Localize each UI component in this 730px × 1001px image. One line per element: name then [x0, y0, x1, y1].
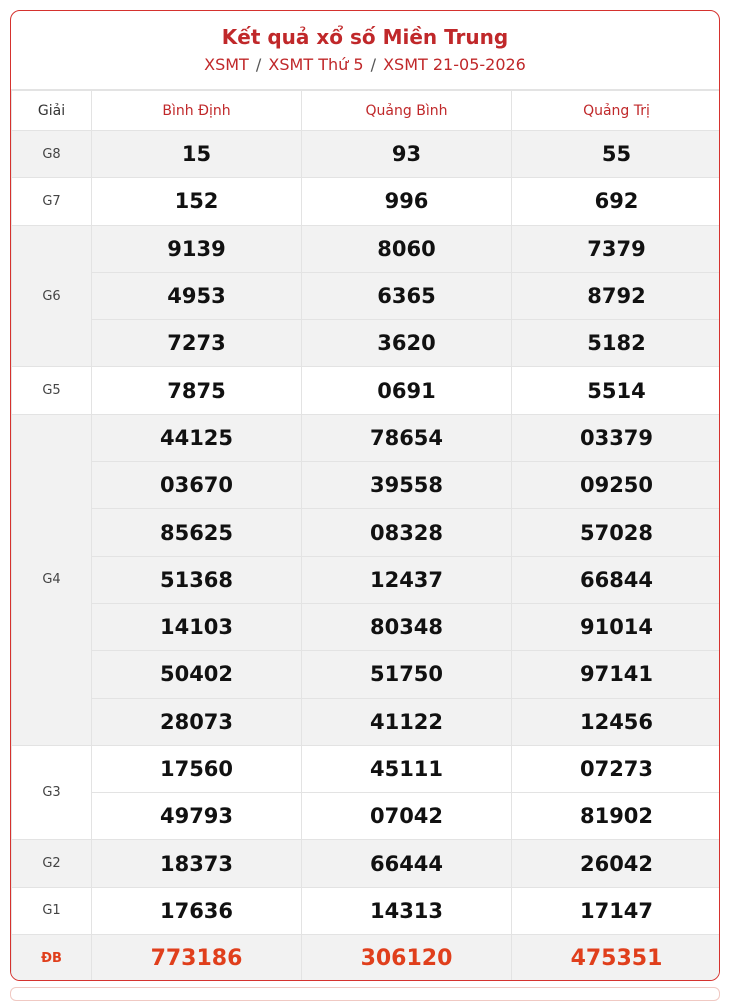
prize-number: 152 [92, 178, 302, 225]
prize-number: 08328 [302, 509, 512, 556]
table-row [12, 225, 721, 272]
prize-label: G1 [12, 887, 92, 934]
table-row [12, 603, 721, 650]
prize-number: 996 [302, 178, 512, 225]
prize-number: 12456 [512, 698, 721, 745]
prize-label: G7 [12, 178, 92, 225]
results-table [11, 90, 720, 981]
prize-number: 28073 [92, 698, 302, 745]
prize-number: 50402 [92, 651, 302, 698]
prize-number: 475351 [512, 935, 721, 981]
prize-number: 5182 [512, 320, 721, 367]
prize-number: 7273 [92, 320, 302, 367]
prize-number: 6365 [302, 272, 512, 319]
table-row [12, 131, 721, 178]
table-row [12, 272, 721, 319]
prize-number: 03670 [92, 462, 302, 509]
table-row [12, 556, 721, 603]
page-title: Kết quả xổ số Miền Trung [221, 25, 509, 49]
prize-number: 39558 [302, 462, 512, 509]
prize-number: 14103 [92, 603, 302, 650]
prize-label: G8 [12, 131, 92, 178]
table-row [12, 509, 721, 556]
results-header [11, 11, 719, 90]
prize-number: 12437 [302, 556, 512, 603]
prize-number: 51368 [92, 556, 302, 603]
prize-label: G2 [12, 840, 92, 887]
prize-number: 91014 [512, 603, 721, 650]
prize-number: 692 [512, 178, 721, 225]
prize-label: G4 [12, 414, 92, 745]
breadcrumb-separator: / [255, 55, 262, 74]
link-xsmt-date[interactable]: XSMT 21-05-2026 [383, 55, 526, 74]
prize-number: 26042 [512, 840, 721, 887]
prize-number: 57028 [512, 509, 721, 556]
link-xsmt[interactable]: XSMT [204, 55, 249, 74]
breadcrumb [11, 54, 719, 76]
prize-number: 07042 [302, 793, 512, 840]
prize-number: 51750 [302, 651, 512, 698]
results-body [12, 131, 721, 982]
prize-number: 41122 [302, 698, 512, 745]
prize-number: 45111 [302, 745, 512, 792]
table-row [12, 414, 721, 461]
link-xsmt-thu5[interactable]: XSMT Thứ 5 [268, 55, 364, 74]
prize-column-header: Giải [12, 91, 92, 131]
prize-number: 8792 [512, 272, 721, 319]
prize-number: 7875 [92, 367, 302, 414]
prize-number: 93 [302, 131, 512, 178]
prize-number: 15 [92, 131, 302, 178]
table-row [12, 745, 721, 792]
province-header-quang-tri[interactable]: Quảng Trị [512, 91, 721, 131]
prize-number: 66844 [512, 556, 721, 603]
prize-number: 17147 [512, 887, 721, 934]
prize-number: 80348 [302, 603, 512, 650]
prize-number: 773186 [92, 935, 302, 981]
prize-number: 8060 [302, 225, 512, 272]
next-card-edge [10, 987, 720, 1001]
table-row [12, 651, 721, 698]
prize-number: 7379 [512, 225, 721, 272]
table-row [12, 320, 721, 367]
prize-number: 78654 [302, 414, 512, 461]
prize-number: 85625 [92, 509, 302, 556]
prize-label: G3 [12, 745, 92, 840]
prize-number: 0691 [302, 367, 512, 414]
prize-number: 07273 [512, 745, 721, 792]
results-card [10, 10, 720, 981]
table-row [12, 462, 721, 509]
prize-number: 17636 [92, 887, 302, 934]
province-header-binh-dinh[interactable]: Bình Định [92, 91, 302, 131]
table-header-row [12, 91, 721, 131]
prize-number: 97141 [512, 651, 721, 698]
prize-label: G5 [12, 367, 92, 414]
table-row [12, 840, 721, 887]
prize-number: 14313 [302, 887, 512, 934]
prize-number: 3620 [302, 320, 512, 367]
prize-number: 9139 [92, 225, 302, 272]
prize-number: 44125 [92, 414, 302, 461]
prize-number: 03379 [512, 414, 721, 461]
prize-number: 81902 [512, 793, 721, 840]
prize-label: ĐB [12, 935, 92, 981]
prize-number: 55 [512, 131, 721, 178]
prize-number: 49793 [92, 793, 302, 840]
prize-number: 09250 [512, 462, 721, 509]
table-row [12, 935, 721, 981]
prize-number: 5514 [512, 367, 721, 414]
province-header-quang-binh[interactable]: Quảng Bình [302, 91, 512, 131]
prize-number: 18373 [92, 840, 302, 887]
breadcrumb-separator: / [370, 55, 376, 74]
prize-number: 17560 [92, 745, 302, 792]
prize-label: G6 [12, 225, 92, 367]
prize-number: 66444 [302, 840, 512, 887]
table-row [12, 698, 721, 745]
table-row [12, 367, 721, 414]
table-row [12, 178, 721, 225]
table-row [12, 887, 721, 934]
prize-number: 306120 [302, 935, 512, 981]
table-row [12, 793, 721, 840]
prize-number: 4953 [92, 272, 302, 319]
